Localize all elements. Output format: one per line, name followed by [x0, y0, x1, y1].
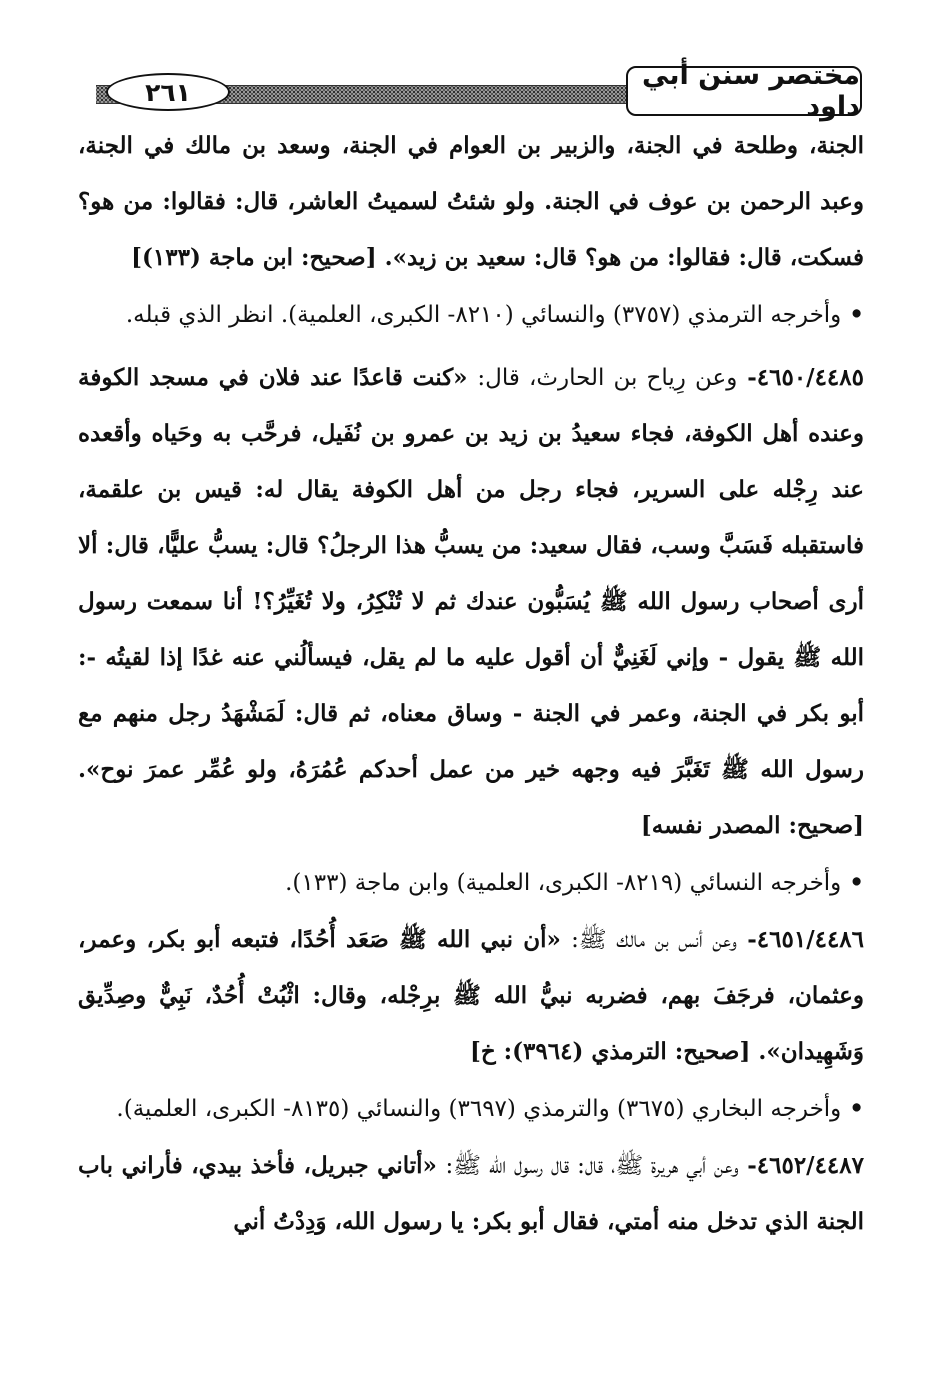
- hadith-text: الجنة، وطلحة في الجنة، والزبير بن العوام في الجنة، وسعد بن مالك في الجنة، وعبد الرحمن بن عوف في الجنة. ولو شئتُ لسميتُ العاشر، قال: فقالوا: من هو؟ فسكت، قال: فقالوا: من هو؟ قال: سعيد بن زيد». [صحيح: ابن ماجة (١٣٣)]: [78, 132, 864, 271]
- hadith-number: ٤٦٥٠/٤٤٨٥-: [747, 364, 864, 391]
- bullet-icon: •: [849, 1095, 864, 1122]
- hadith-number: ٤٦٥١/٤٤٨٦-: [747, 926, 865, 953]
- hadith-continuation: [78, 118, 864, 286]
- page-number: ٢٦١: [106, 73, 230, 111]
- hadith-intro: وعن رِياح بن الحارث، قال:: [477, 365, 738, 391]
- takhrij-note: [78, 854, 864, 912]
- hadith-text: «أتاني جبريل، فأخذ بيدي، فأراني باب الجنة الذي تدخل منه أمتي، فقال أبو بكر: يا رسول الله، وَدِدْتُ أني: [78, 1152, 864, 1235]
- bullet-icon: •: [849, 301, 864, 328]
- page-body: [78, 118, 864, 1250]
- book-title: مختصر سنن أبي داود: [626, 66, 862, 116]
- hadith-4651: [78, 912, 864, 1080]
- takhrij-text: وأخرجه النسائي (٨٢١٩- الكبرى، العلمية) وابن ماجة (١٣٣).: [285, 870, 842, 896]
- hadith-text: «أن نبي الله ﷺ صَعَد أُحُدًا، فتبعه أبو بكر، وعمر، وعثمان، فرجَفَ بهم، فضربه نبيُّ الله ﷺ برِجْله، وقال: اثْبُتْ أُحُدٌ، نَبِيٌّ وصِدِّيق وَشَهِيدان». [صحيح: الترمذي (٣٩٦٤): خ]: [78, 926, 864, 1065]
- page-header: [84, 60, 862, 122]
- bullet-icon: •: [849, 869, 864, 896]
- hadith-number: ٤٦٥٢/٤٤٨٧-: [747, 1152, 864, 1179]
- hadith-4650: [78, 350, 864, 854]
- takhrij-note: [78, 286, 864, 344]
- hadith-4652: [78, 1138, 864, 1250]
- hadith-intro: وعن أنس بن مالك ﷺ:: [571, 927, 737, 953]
- hadith-text: «كنت قاعدًا عند فلان في مسجد الكوفة وعنده أهل الكوفة، فجاء سعيدُ بن زيد بن عمرو بن نُفَيل، فرحَّب به وحَياه وأقعده عند رِجْله على السرير، فجاء رجل من أهل الكوفة يقال له: قيس بن علقمة، فاستقبله فَسَبَّ وسب، فقال سعيد: من يسبُّ هذا الرجلُ؟ قال: يسبُّ عليًّا، قال: ألا أرى أصحاب رسول الله ﷺ يُسَبُّون عندك ثم لا تُنْكِرُ، ولا تُغَيِّرُ؟! أنا سمعت رسول الله ﷺ يقول - وإني لَغَنِيٌّ أن أقول عليه ما لم يقل، فيسألُني عنه غدًا إذا لقيتُه -: أبو بكر في الجنة، وعمر في الجنة - وساق معناه، ثم قال: لَمَشْهَدُ رجل منهم مع رسول الله ﷺ تَغَبَّرَ فيه وجهه خير من عمل أحدكم عُمُرَهُ، ولو عُمِّر عمرَ نوح». [صحيح: المصدر نفسه]: [78, 364, 864, 839]
- hadith-intro: وعن أبي هريرة ﷺ، قال: قال رسول الله ﷺ:: [445, 1153, 739, 1179]
- takhrij-text: وأخرجه الترمذي (٣٧٥٧) والنسائي (٨٢١٠- الكبرى، العلمية). انظر الذي قبله.: [125, 302, 842, 328]
- takhrij-text: وأخرجه البخاري (٣٦٧٥) والترمذي (٣٦٩٧) والنسائي (٨١٣٥- الكبرى، العلمية).: [116, 1096, 842, 1122]
- takhrij-note: [78, 1080, 864, 1138]
